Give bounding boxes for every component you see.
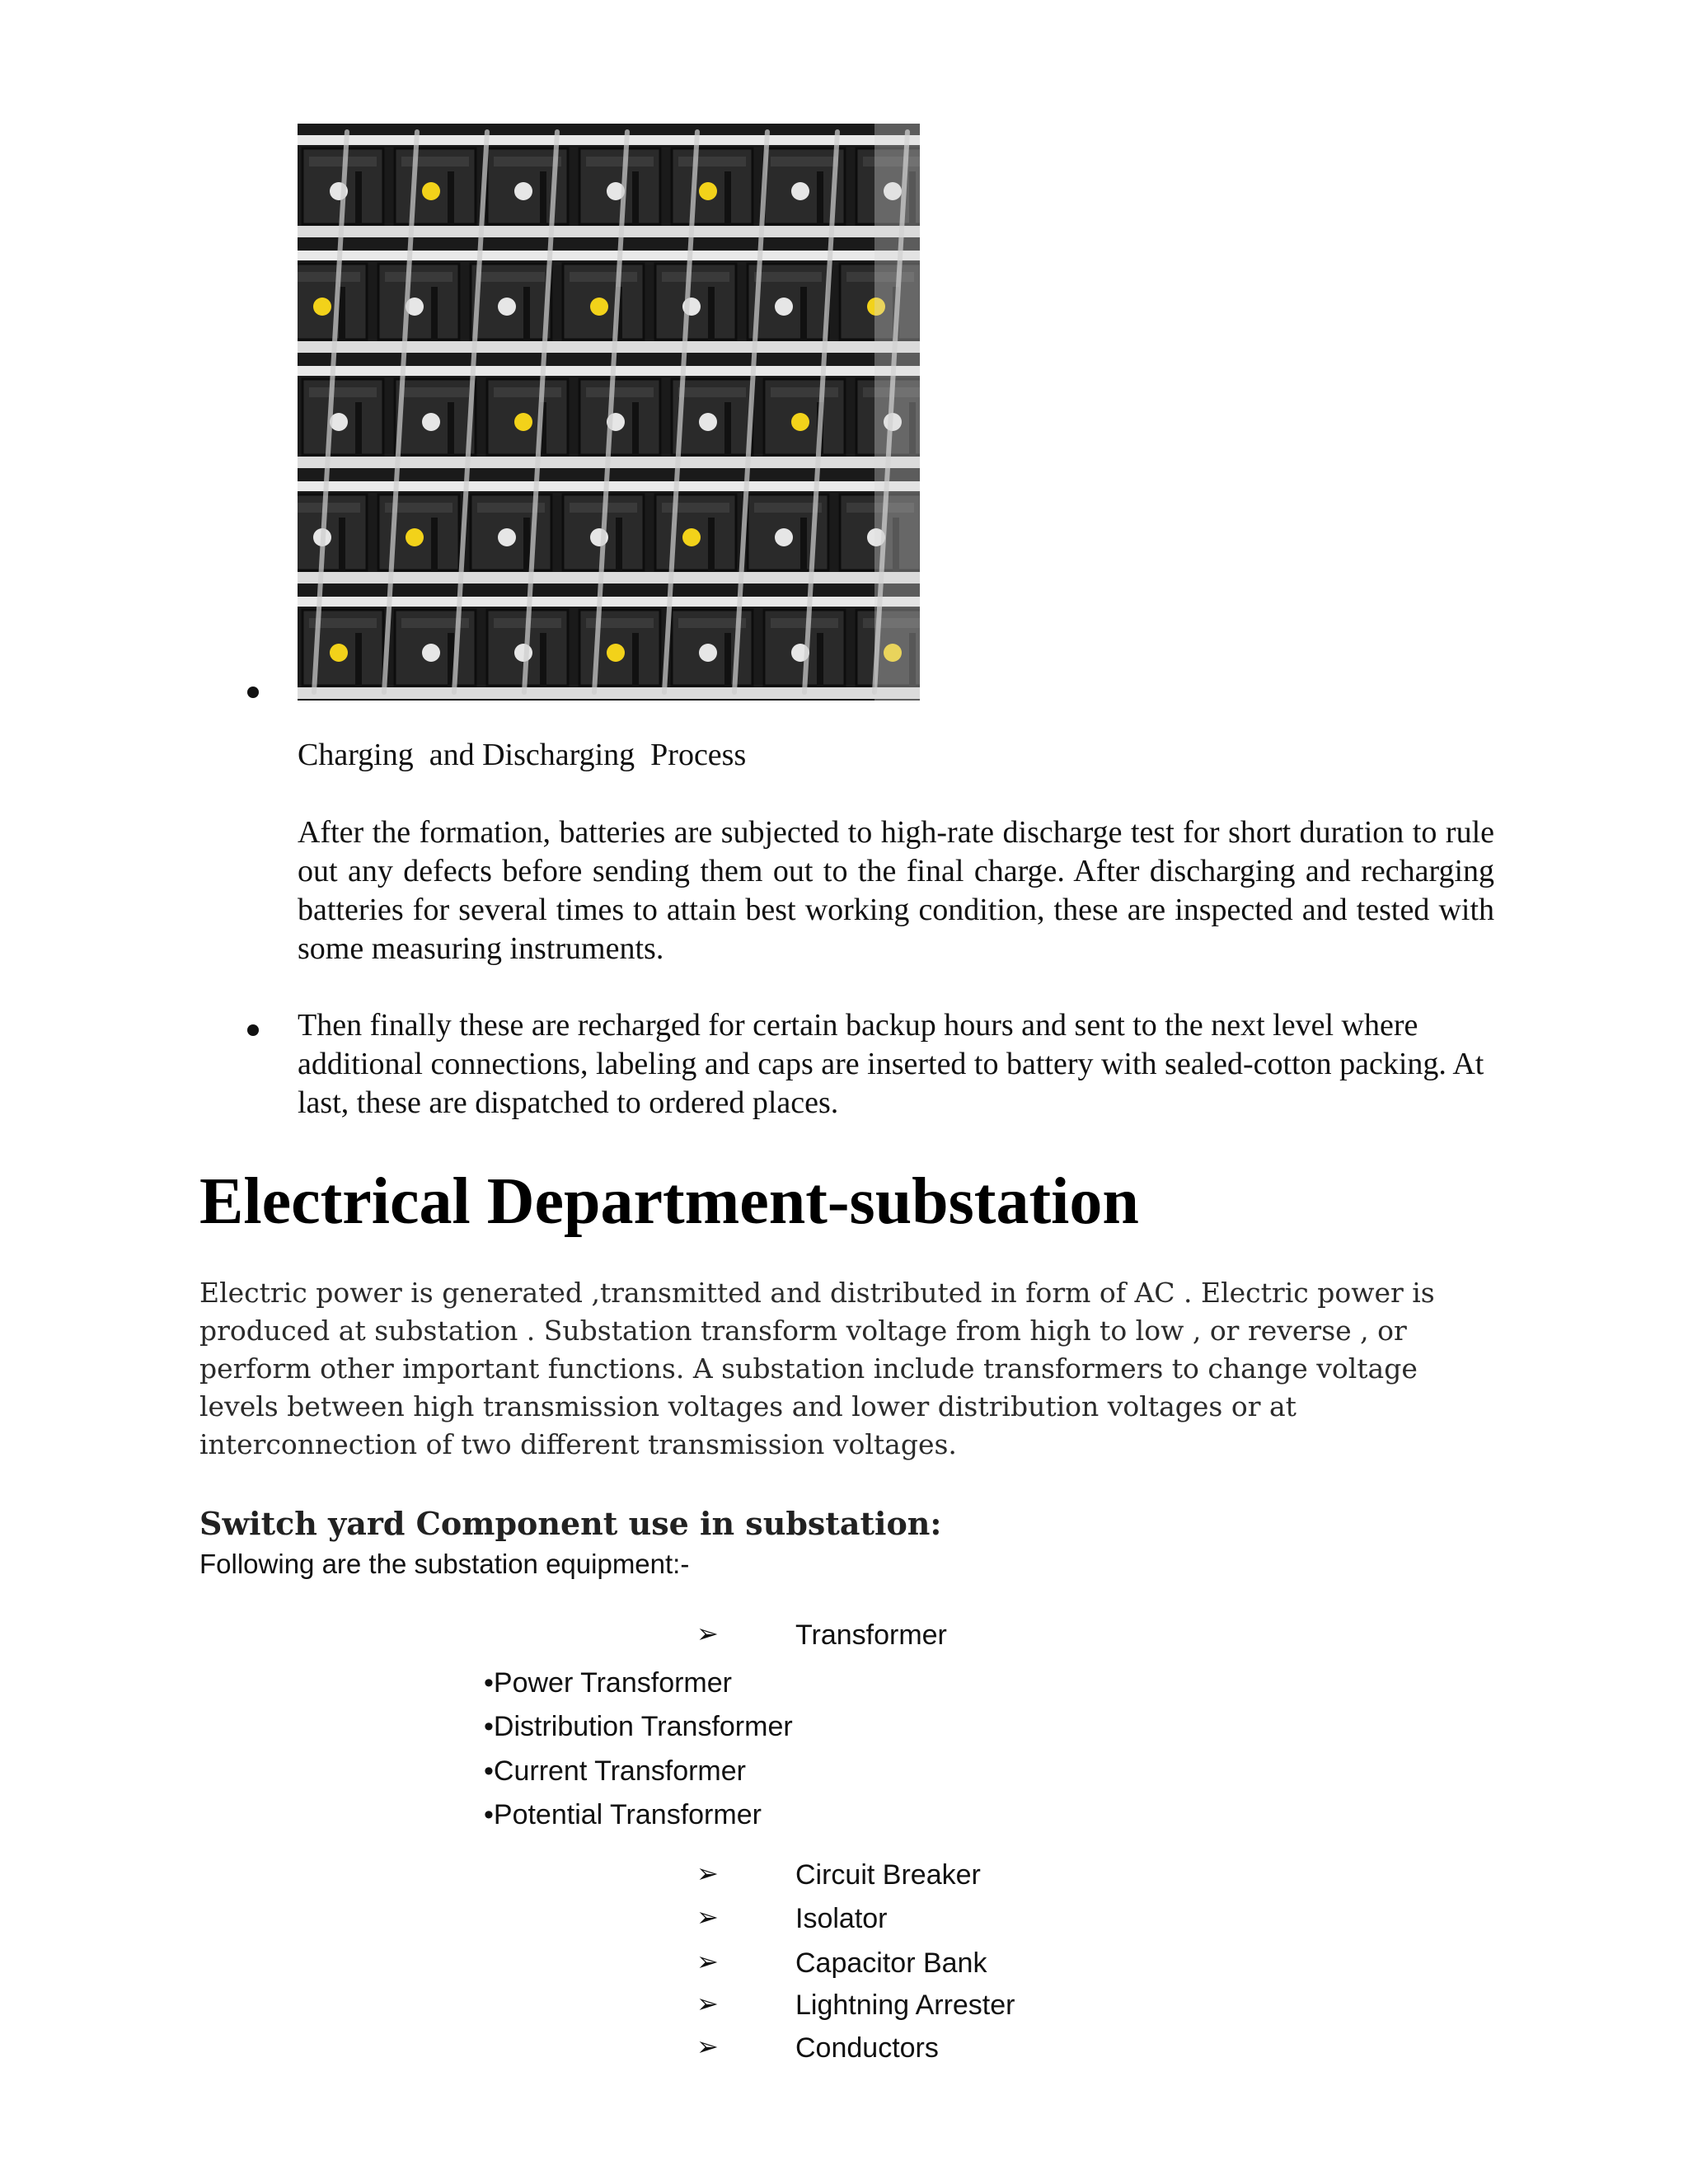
section-caption: Charging and Discharging Process: [298, 738, 747, 772]
battery-rack-photo: [298, 124, 920, 701]
recharge-paragraph: Then finally these are recharged for certain backup hours and sent to the next level where additional connections, labeling and caps are inserted to battery with sealed-cotton packing. At last, these are dispatched to ordered places.: [298, 1008, 1484, 1120]
equipment-item: Conductors: [795, 2032, 939, 2064]
arrow-bullet-icon: ➢: [696, 1618, 719, 1649]
equipment-item: Isolator: [795, 1903, 888, 1934]
equipment-item: Lightning Arrester: [795, 1990, 1015, 2021]
formation-paragraph: After the formation, batteries are subjected to high-rate discharge test for short duration to rule out any defects before sending them out to the final charge. After discharging and recharging batteries for several times to attain best working condition, these are inspected and tested with some measuring instruments.: [298, 815, 1494, 966]
transformer-type-item: •Potential Transformer: [484, 1799, 762, 1830]
section-heading: Switch yard Component use in substation:: [199, 1505, 942, 1542]
transformer-type-item: •Current Transformer: [484, 1755, 746, 1787]
transformer-type-item: •Distribution Transformer: [484, 1711, 793, 1742]
arrow-bullet-icon: ➢: [696, 1988, 719, 2019]
transformer-type-item: •Power Transformer: [484, 1667, 732, 1699]
arrow-bullet-icon: ➢: [696, 2031, 719, 2062]
arrow-bullet-icon: ➢: [696, 1858, 719, 1889]
arrow-bullet-icon: ➢: [696, 1946, 719, 1977]
page-heading: Electrical Department-substation: [199, 1165, 1139, 1238]
arrow-bullet-icon: ➢: [696, 1901, 719, 1933]
equipment-item: Circuit Breaker: [795, 1859, 981, 1891]
substation-paragraph: Electric power is generated ,transmitted and distributed in form of AC . Electric power is produced at substation . Substation transform voltage from high to low , or reverse , or perform other important functions. A substation include transformers to change voltage levels between high transmission voltages and lower distribution voltages or at interconnection of two different transmission voltages.: [199, 1277, 1435, 1460]
equipment-item: Transformer: [795, 1619, 947, 1651]
equipment-intro: Following are the substation equipment:-: [199, 1549, 690, 1579]
list-bullet: [247, 1024, 259, 1036]
list-bullet: [247, 687, 259, 698]
equipment-item: Capacitor Bank: [795, 1947, 987, 1979]
